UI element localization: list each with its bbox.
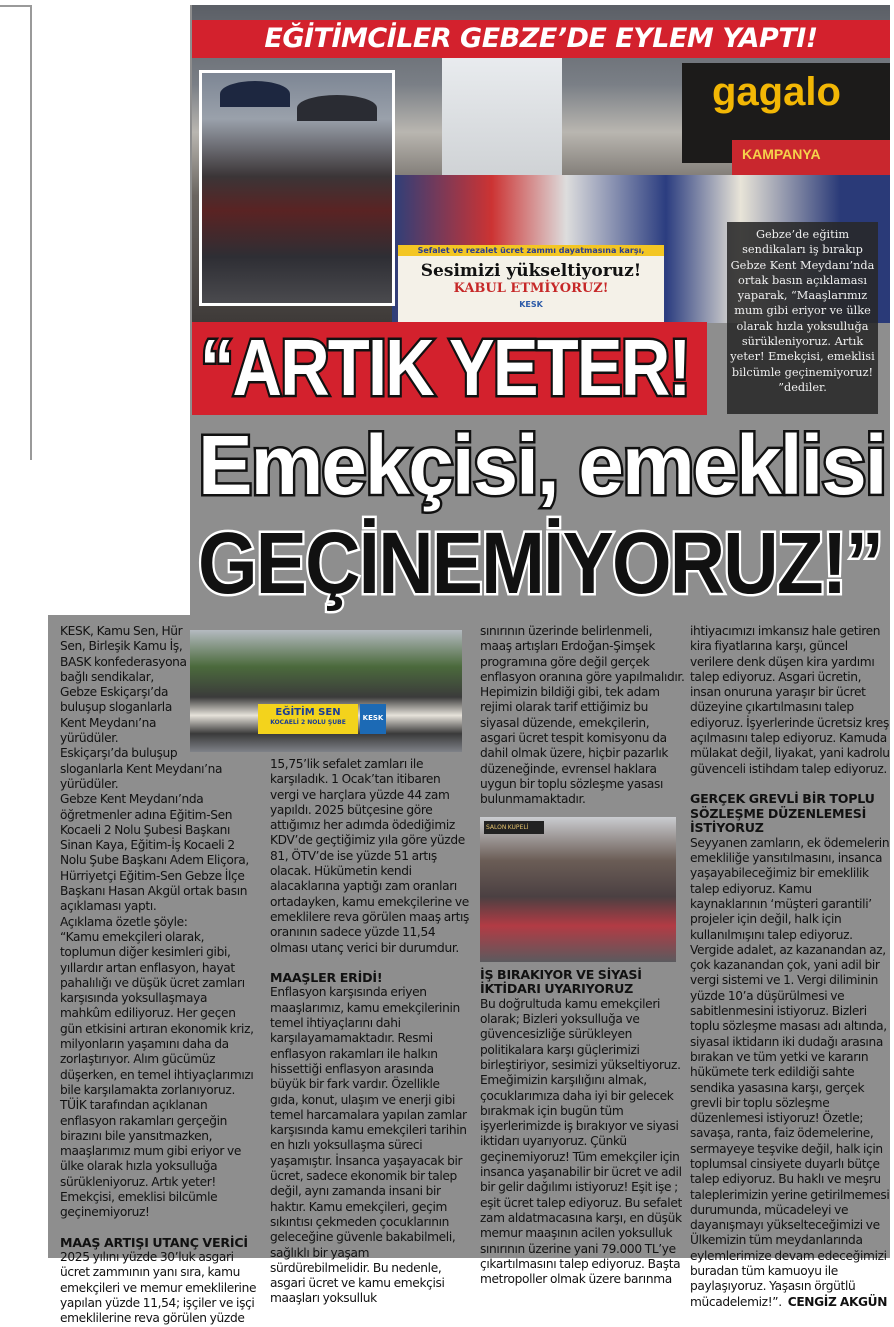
headline-line-1: “ARTIK YETER! — [200, 323, 690, 412]
shop-sign: SALON KUPELİ — [484, 821, 544, 834]
shop-sign: gagalo — [712, 70, 841, 114]
paragraph: sınırının üzerinde belirlenmeli, maaş artışları Erdoğan-Şimşek programına göre değil gerçek enflasyon oranına göre yapılmalıdır. Hepimizin bildiği gibi, tek adam rejimi olarak tarif ettiğimiz bu siyasal düzende, emekçilerin, asgari ücret tespit komisyonu da dahil olmak üzere, hiçbir pazarlık düzeneğinde, evrensel haklara uygun bir toplu sözleşme yasası bulunmamaktadır. — [480, 624, 685, 807]
article-column-3 — [480, 624, 685, 1287]
inset-photo — [199, 70, 395, 306]
paragraph: 2025 yılını yüzde 30’luk asgari ücret zammının yanı sıra, kamu emekçileri ve memur emeklilerine yapılan yüzde 11,54; işçiler ve işçi emeklilerine reva görülen yüzde — [60, 1250, 257, 1326]
paragraph: Enflasyon karşısında eriyen maaşlarımız, kamu emekçilerinin temel ihtiyaçlarını dahi karşılayamamaktadır. Resmi enflasyon rakamları ile halkın hissettiği enflasyon arasında büyük bir fark vardır. Özellikle gıda, konut, ulaşım ve enerji gibi temel harcamalara yapılan zamlar karşısında kamu emekçileri tarihin en hızlı yoksullaşma süreci yaşamıştır. İnsanca yaşayacak bir ücret, sadece ekonomik bir talep değil, aynı zamanda insani bir haktır. Kamu emekçileri, geçim sıkıntısı çekmeden çocuklarının geleceğine güvenle bakabilmeli, sağlıklı bir yaşam sürdürebilmelidir. Bu nedenle, asgari ücret ve kamu emekçisi maaşları yoksulluk — [270, 985, 467, 1306]
paragraph: KESK, Kamu Sen, Hür Sen, Birleşik Kamu İş, BASK konfederasyona bağlı sendikalar, Gebze Eskiçarşı’da buluşup sloganlarla Kent Meydanı’na yürüdüler. Eskiçarşı’da buluşup sloganlarla Kent Meydanı’na yürüdüler. — [60, 624, 223, 791]
paragraph: Gebze Kent Meydanı’nda öğretmenler adına Eğitim-Sen Kocaeli 2 Nolu Şubesi Başkanı Sinan Kaya, Eğitim-İş Kocaeli 2 Nolu Şube Başkanı Adem Eliçora, Hürriyetçi Eğitim-Sen Gebze İlçe Başkanı Hasan Akgül ortak basın açıklaması yaptı. — [60, 792, 249, 914]
subheading: MAAŞLER ERİDİ! — [270, 969, 383, 985]
paragraph: “Kamu emekçileri olarak, toplumun diğer kesimleri gibi, yıllardır artan enflasyon, hayat pahalılığı ve düşük ücret zamları karşısında yoksullaşmaya mahkûm ediliyoruz. Her geçen gün etkisini artıran ekonomik kriz, milyonların yaşamını daha da zorlaştırıyor. Alım gücümüz düşerken, en temel ihtiyaçlarımızı bile karşılamakta zorlanıyoruz. TÜİK tarafından açıklanan enflasyon rakamları gerçeğin birazını bile yansıtmazken, maaşlarımız mum gibi eriyor ve ülke olarak hızla yoksulluğa sürükleniyoruz. Artık yeter! Emekçisi, emeklisi bilcümle geçinemiyoruz! — [60, 929, 254, 1220]
shop-promo: KAMPANYA — [732, 140, 890, 190]
paragraph: ihtiyacımızı imkansız hale getiren kira fiyatlarına karşı, güncel verilere denk düşen kira yardımı talep ediyoruz. Asgari ücretin, insan onuruna yaraşır bir ücret düzeyine çıkartılmasını talep ediyoruz. İşyerlerinde ücretsiz kreş açılmasını talep ediyoruz. Kamuda mülakat değil, liyakat, yani kadrolu güvenceli istihdam talep ediyoruz. — [690, 624, 890, 776]
article-column-4 — [690, 624, 890, 1310]
kicker-title: EĞİTİMCİLER GEBZE’DE EYLEM YAPTI! — [192, 20, 890, 58]
kesk-logo: KESK — [360, 704, 386, 734]
page-frame-line — [0, 5, 32, 7]
paragraph: Bu doğrultuda kamu emekçileri olarak; Bizleri yoksulluğa ve güvencesizliğe sürükleyen politikalara karşı güçlerimizi birleştiriyor, sesimizi yükseltiyoruz. Emeğimizin karşılığını almak, çocuklarımıza daha iyi bir gelecek bırakmak için bugün tüm işyerlerimizde iş bırakıyor ve siyasi iktidarı uyarıyoruz. Çünkü geçinemiyoruz! Tüm emekçiler için insanca yaşanabilir bir ücret ve adil bir gelir dağılımı istiyoruz! Eşit işe ; eşit ücret talep ediyoruz. Bu sefalet zam aldatmacasına karşı, en düşük memur maaşının acilen yoksulluk sınırının üzerine yani 79.000 TL’ye çıkartılmasını talep ediyoruz. Başta metropoller olmak üzere barınma — [480, 996, 682, 1287]
headline-line-2: Emekçisi, emeklisi — [198, 418, 886, 512]
paragraph: Açıklama özetle şöyle: — [60, 914, 188, 929]
paragraph: 15,75’lik sefalet zamları ile karşıladık. 1 Ocak’tan itibaren vergi ve harçlara yüzde 44 zam yapıldı. 2025 bütçesine göre attığımız her adımda ödediğimiz KDV’de geçtiğimiz yıla göre yüzde 81, ÖTV’de ise yüzde 51 artış olacak. Hükümetin kendi alacaklarına yaptığı zam oranları ortadayken, kamu emekçilerine ve emeklilere reva görülen maaş artış oranının sadece yüzde 11,54 olması utanç verici bir durumdur. — [270, 757, 470, 955]
article-photo-2 — [480, 817, 676, 962]
byline: CENGİZ AKGÜN — [787, 1294, 888, 1309]
subheading: GERÇEK GREVLİ BİR TOPLU SÖZLEŞME DÜZENLEMESİ İSTİYORUZ — [690, 790, 875, 836]
union-banner: EĞİTİM SEN KOCAELİ 2 NOLU ŞUBE — [258, 704, 358, 734]
subheading: İŞ BIRAKIYOR VE SİYASİ İKTİDARI UYARIYORUZ — [480, 966, 642, 997]
protest-banner: Sefalet ve rezalet ücret zammı dayatmasına karşı, Sesimizi yükseltiyoruz! KABUL ETMİYORUZ! KESK — [398, 245, 664, 323]
article-column-1 — [60, 624, 260, 1327]
headline-line-3: GEÇİNEMİYORUZ!” — [198, 515, 883, 612]
page-frame-line — [30, 5, 32, 460]
paragraph: Seyyanen zamların, ek ödemelerin emekliliğe yansıtılmasını, insanca yaşayabileceğimiz bir emeklilik talep ediyoruz. Kamu kaynaklarının ‘müşteri garantili’ projeler için değil, halk için kullanılmışını talep ediyoruz. Vergide adalet, az kazanandan az, çok kazanandan çok, yani adil bir vergi sistemi ve 1. Vergi diliminin yüzde 10’a düşürülmesi ve sabitlenmesini istiyoruz. Bizleri toplu sözleşme masası adı altında, siyasal iktidarın iki dudağı arasına bırakan ve tüm yetki ve kararın hükümete terk edildiği sahte sendika yasasına karşı, gerçek grevli bir toplu sözleşme düzenlemesi istiyoruz! Özetle; savaşa, ranta, faiz ödemelerine, sermayeye teşvike değil, halk için toplumsal cinsiyete duyarlı bütçe talep ediyoruz. Bu haklı ve meşru taleplerimizin yerine getirilmemesi durumunda, mücadeleyi ve dayanışmayı yükselteceğimizi ve Ülkemizin tüm meydanlarında eylemlerimize devam edeceğimizi buradan tüm kamuoyu ile paylaşıyoruz. Yaşasın örgütlü mücadelemiz!”. CENGİZ AKGÜN — [690, 835, 890, 1309]
article-column-2 — [270, 757, 470, 1307]
photo-caption: Gebze’de eğitim sendikaları iş bırakıp Gebze Kent Meydanı’nda ortak basın açıklaması yaparak, “Maaşlarımız mum gibi eriyor ve ülke olarak hızla yoksulluğa sürükleniyoruz. Artık yeter! Emekçisi, emeklisi bilcümle geçinemiyoruz! ”dediler. — [727, 222, 878, 414]
subheading: MAAŞ ARTIŞI UTANÇ VERİCİ — [60, 1234, 248, 1250]
umbrella — [220, 81, 290, 107]
umbrella — [297, 95, 377, 121]
